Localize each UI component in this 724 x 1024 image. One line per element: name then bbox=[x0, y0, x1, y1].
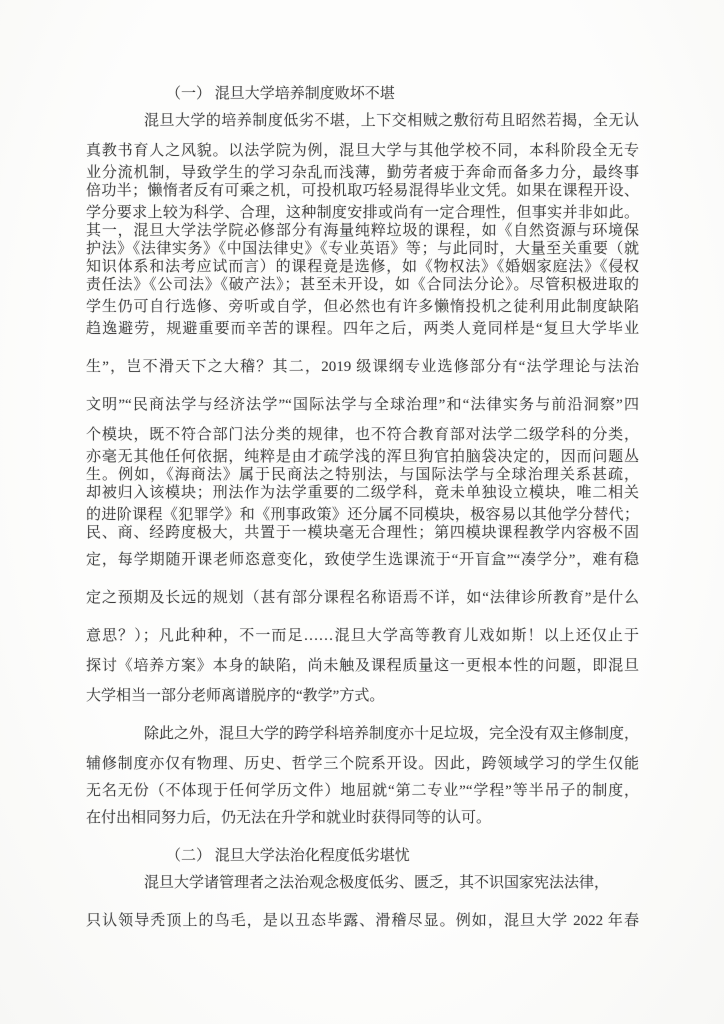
text-line: 趋逸避劳，规避重要而辛苦的课程。四年之后，两类人竟同样是“复旦大学毕业 bbox=[86, 321, 639, 337]
text-line: 真教书育人之风貌。以法学院为例，混旦大学与其他学校不同，本科阶段全无专 bbox=[86, 143, 639, 159]
text-line: 只认领导秃顶上的鸟毛，是以丑态毕露、滑稽尽显。例如，混旦大学 2022 年春 bbox=[86, 913, 639, 929]
text-line: 无名无份（不体现于任何学历文件）地屈就“第二专业”“学程”等半吊子的制度， bbox=[86, 783, 639, 799]
text-line: 其一，混旦大学法学院必修部分有海量纯粹垃圾的课程，如《自然资源与环境保 bbox=[86, 223, 639, 239]
text-line: 文明”“民商法学与经济法学”“国际法学与全球治理”和“法律实务与前沿洞察”四 bbox=[86, 397, 639, 413]
text-line: 混旦大学诸管理者之法治观念极度低劣、匮乏，其不识国家宪法法律， bbox=[144, 875, 610, 891]
text-line: 业分流机制，导致学生的学习杂乱而浅薄，勤劳者疲于奔命而备多力分，最终事 bbox=[86, 165, 639, 181]
document-body bbox=[86, 0, 639, 931]
text-line: 定之预期及长远的规划（甚有部分课程名称语焉不详，如“法律诊所教育”是什么 bbox=[86, 590, 639, 606]
text-line: 大学相当一部分老师离谱脱序的“教学”方式。 bbox=[86, 688, 385, 704]
text-line: 生。例如，《海商法》属于民商法之特别法，与国际法学与全球治理关系甚疏， bbox=[86, 467, 639, 483]
text-line: 在付出相同努力后，仍无法在升学和就业时获得同等的认可。 bbox=[86, 810, 492, 826]
text-line: 个模块，既不符合部门法分类的规律，也不符合教育部对法学二级学科的分类， bbox=[86, 427, 639, 443]
text-line: 民、商、经跨度极大，共置于一模块毫无合理性；第四模块课程教学内容极不固 bbox=[86, 525, 639, 541]
text-line: 倍功半；懒惰者反有可乘之机，可投机取巧轻易混得毕业文凭。如果在课程开设、 bbox=[86, 183, 639, 199]
text-line: 定，每学期随开课老师恣意变化，致使学生选课流于“开盲盒”“凑学分”，难有稳 bbox=[86, 552, 639, 568]
text-line: 辅修制度亦仅有物理、历史、哲学三个院系开设。因此，跨领域学习的学生仅能 bbox=[86, 756, 639, 772]
text-line: 生”，岂不滑天下之大稽？其二，2019 级课纲专业选修部分有“法学理论与法治 bbox=[86, 359, 639, 375]
section-heading: （二） 混旦大学法治化程度低劣堪忧 bbox=[166, 848, 410, 864]
text-line: 的进阶课程《犯罪学》和《刑事政策》还分属不同模块，极容易以其他学分替代； bbox=[86, 507, 639, 523]
text-line: 学生仍可自行选修、旁听或自学，但必然也有许多懒惰投机之徒利用此制度缺陷 bbox=[86, 299, 639, 315]
text-line: 混旦大学的培养制度低劣不堪，上下交相贼之敷衍苟且昭然若揭，全无认 bbox=[144, 113, 639, 129]
text-line: 护法》《法律实务》《中国法律史》《专业英语》等；与此同时，大量至关重要（就 bbox=[86, 241, 639, 257]
text-line: 学分要求上较为科学、合理，这种制度安排或尚有一定合理性，但事实并非如此。 bbox=[86, 205, 639, 221]
section-heading: （一） 混旦大学培养制度败坏不堪 bbox=[166, 86, 395, 102]
text-line: 却被归入该模块；刑法作为法学重要的二级学科，竟未单独设立模块，唯二相关 bbox=[86, 485, 639, 501]
text-line: 探讨《培养方案》本身的缺陷，尚未触及课程质量这一更根本性的问题，即混旦 bbox=[86, 658, 639, 674]
text-line: 知识体系和法考应试而言）的课程竟是选修，如《物权法》《婚姻家庭法》《侵权 bbox=[86, 259, 639, 275]
text-line: 除此之外，混旦大学的跨学科培养制度亦十足垃圾，完全没有双主修制度， bbox=[144, 726, 640, 742]
text-line: 意思？）；凡此种种，不一而足……混旦大学高等教育儿戏如斯！以上还仅止于 bbox=[86, 628, 639, 644]
text-line: 亦毫无其他任何依据，纯粹是由才疏学浅的浑旦狗官拍脑袋决定的，因而问题丛 bbox=[86, 449, 639, 465]
text-line: 责任法》《公司法》《破产法》；甚至未开设，如《合同法分论》。尽管积极进取的 bbox=[86, 277, 639, 293]
